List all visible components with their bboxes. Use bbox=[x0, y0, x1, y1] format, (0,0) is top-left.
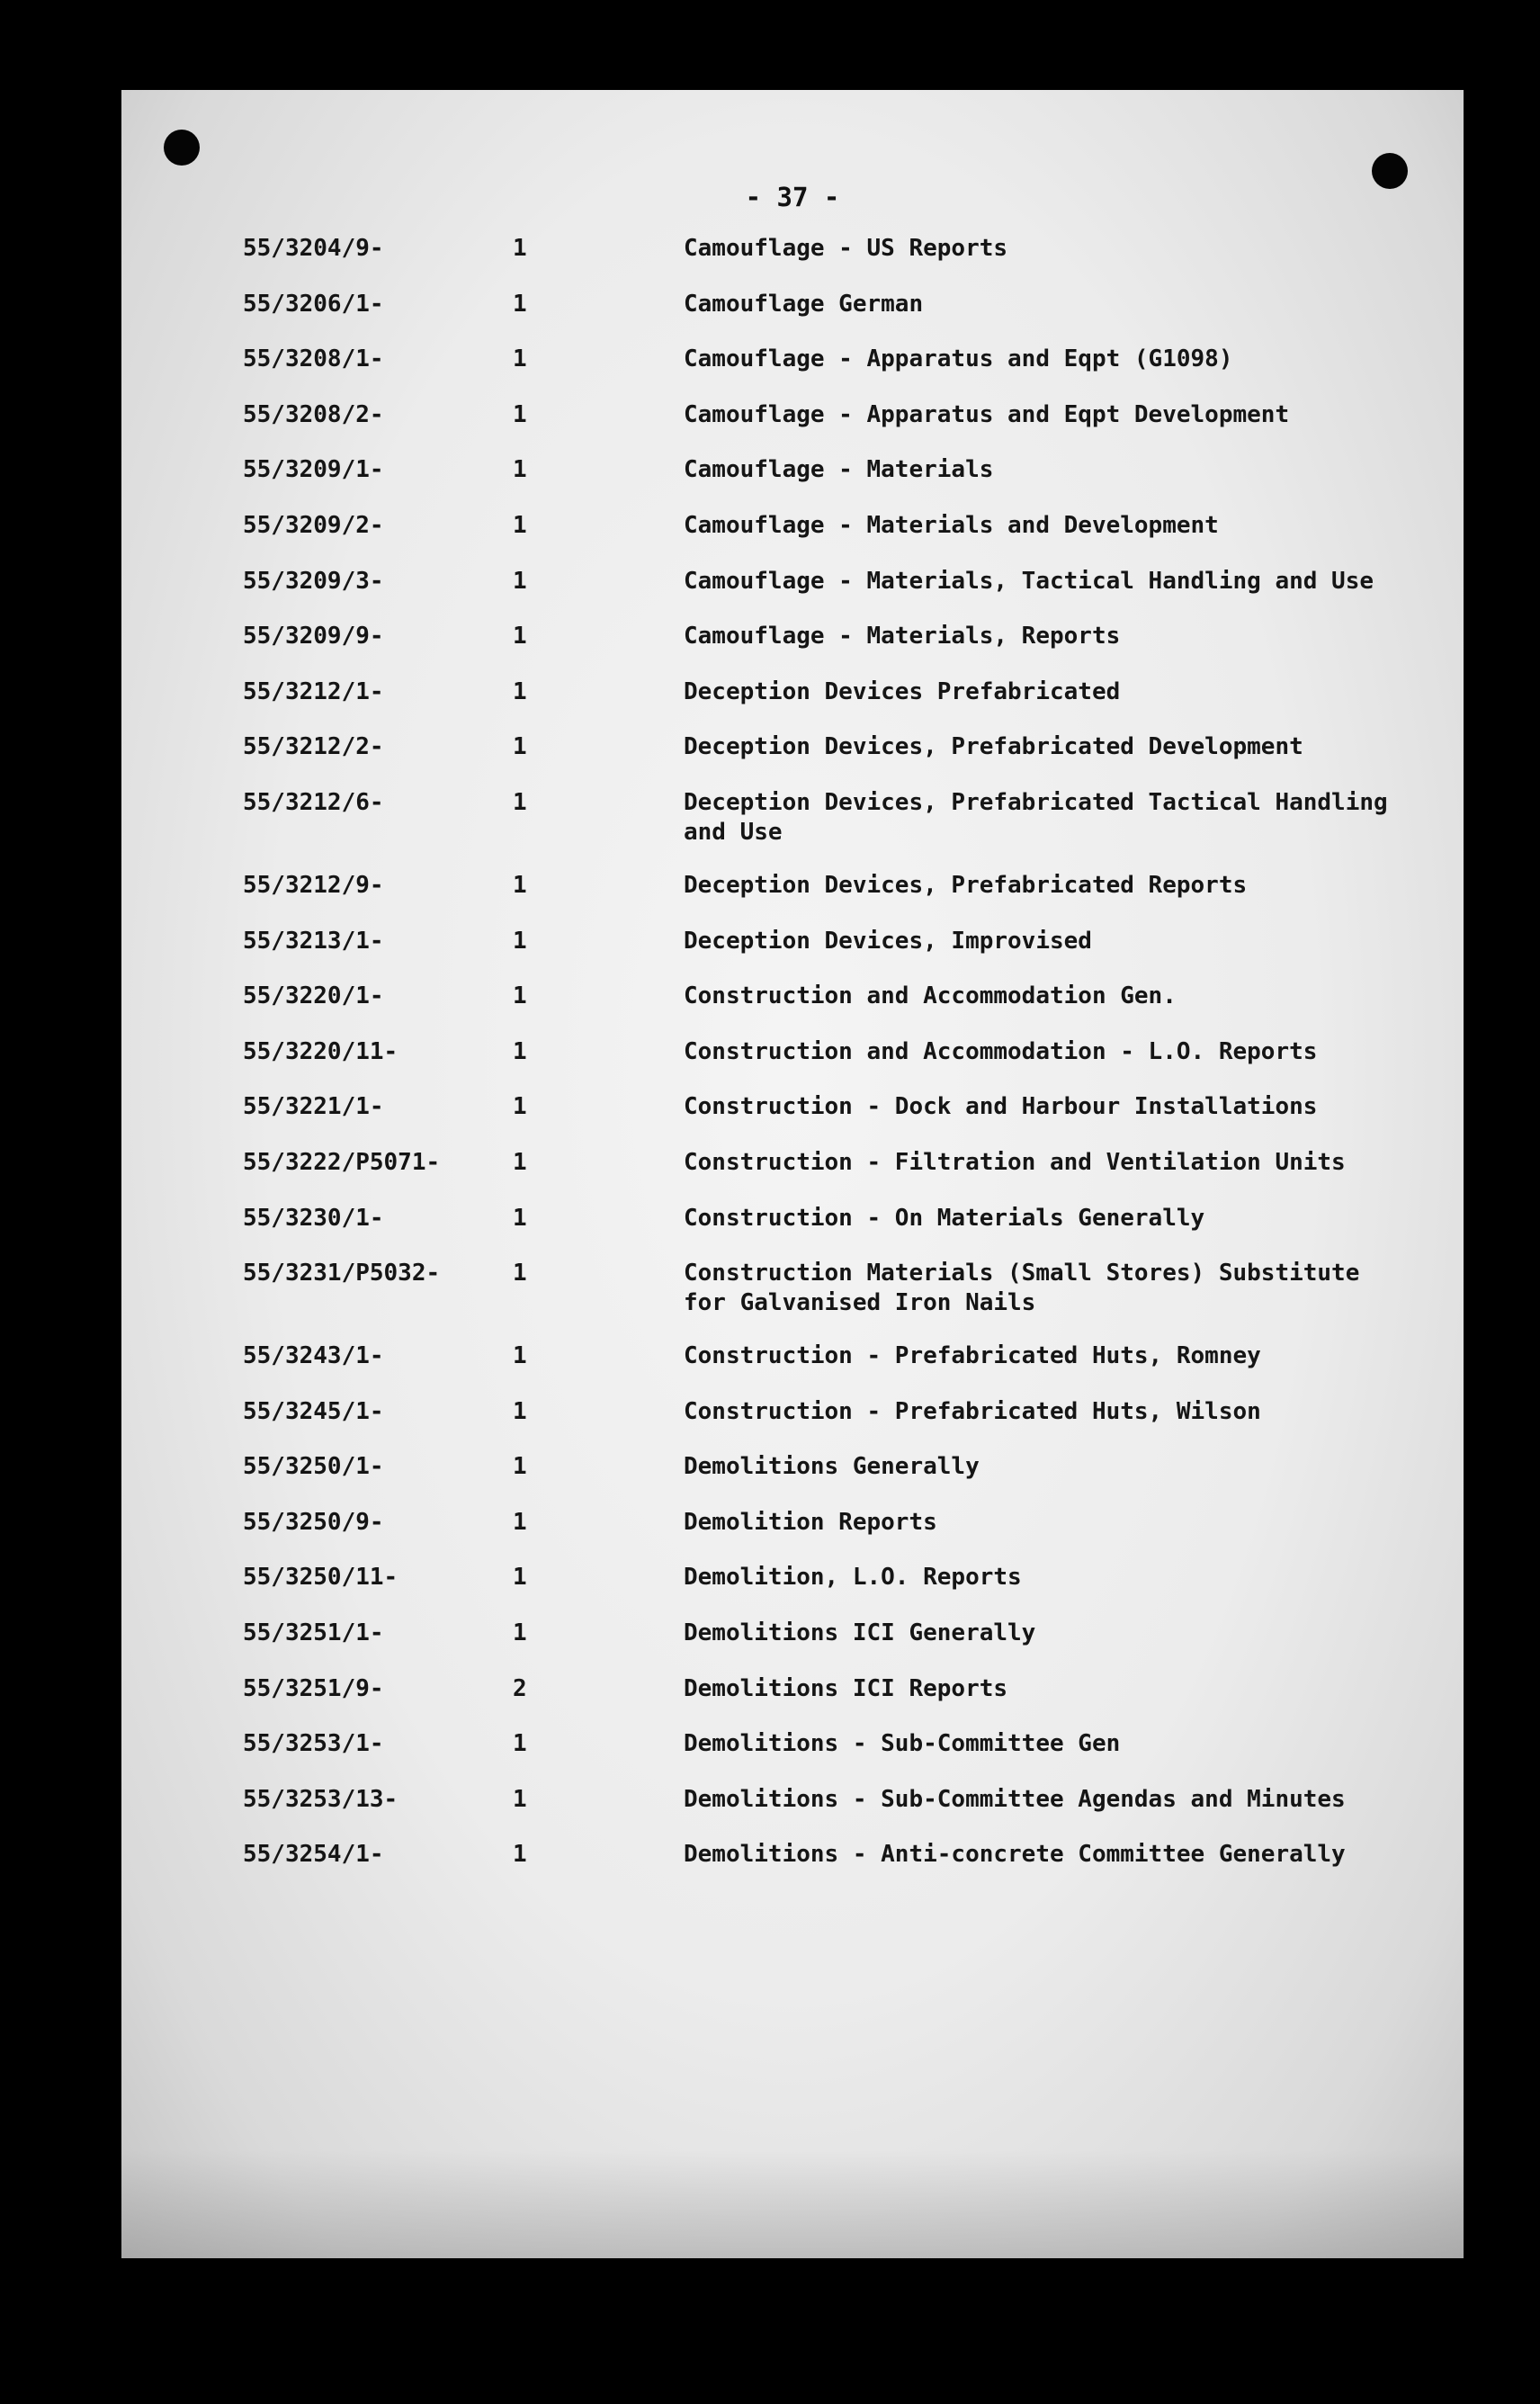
quantity: 2 bbox=[513, 1674, 527, 1702]
list-item bbox=[121, 400, 1464, 456]
quantity: 1 bbox=[513, 290, 527, 318]
list-item bbox=[121, 1840, 1464, 1896]
quantity: 1 bbox=[513, 1260, 527, 1287]
file-description: Construction Materials (Small Stores) Substitute for Galvanised Iron Nails bbox=[684, 1260, 1360, 1317]
file-reference: 55/3251/1- bbox=[243, 1619, 384, 1647]
list-item bbox=[121, 1092, 1464, 1148]
list-item bbox=[121, 927, 1464, 982]
file-reference: 55/3245/1- bbox=[243, 1397, 384, 1425]
file-reference: 55/3250/9- bbox=[243, 1508, 384, 1536]
quantity: 1 bbox=[513, 400, 527, 428]
file-description: Deception Devices, Improvised bbox=[684, 927, 1092, 955]
quantity: 1 bbox=[513, 567, 527, 595]
list-item bbox=[121, 1148, 1464, 1204]
list-item bbox=[121, 1729, 1464, 1785]
file-description: Camouflage - Materials and Development bbox=[684, 511, 1219, 539]
file-description: Deception Devices Prefabricated bbox=[684, 677, 1121, 705]
list-item bbox=[121, 511, 1464, 567]
quantity: 1 bbox=[513, 1564, 527, 1592]
file-description: Camouflage - Materials, Reports bbox=[684, 623, 1121, 650]
file-description: Camouflage - Materials, Tactical Handling and Use bbox=[684, 567, 1374, 595]
file-description: Construction and Accommodation Gen. bbox=[684, 982, 1177, 1010]
list-item bbox=[121, 982, 1464, 1037]
quantity: 1 bbox=[513, 511, 527, 539]
quantity: 1 bbox=[513, 1508, 527, 1536]
list-item bbox=[121, 290, 1464, 345]
list-item bbox=[121, 1619, 1464, 1674]
quantity: 1 bbox=[513, 345, 527, 373]
file-reference: 55/3230/1- bbox=[243, 1204, 384, 1232]
file-reference: 55/3204/9- bbox=[243, 235, 384, 262]
quantity: 1 bbox=[513, 623, 527, 650]
file-reference: 55/3231/P5032- bbox=[243, 1260, 441, 1287]
file-description: Demolitions ICI Generally bbox=[684, 1619, 1036, 1647]
file-description: Camouflage German bbox=[684, 290, 924, 318]
file-description: Construction and Accommodation - L.O. Reports bbox=[684, 1037, 1318, 1065]
file-description: Demolitions - Sub-Committee Gen bbox=[684, 1730, 1121, 1758]
list-item bbox=[121, 788, 1464, 871]
file-description: Demolitions - Sub-Committee Agendas and Minutes bbox=[684, 1785, 1346, 1813]
file-description: Deception Devices, Prefabricated Tactical Handling and Use bbox=[684, 788, 1388, 846]
file-reference: 55/3220/1- bbox=[243, 982, 384, 1010]
file-description: Demolitions Generally bbox=[684, 1453, 980, 1481]
file-reference: 55/3250/11- bbox=[243, 1564, 398, 1592]
file-reference: 55/3251/9- bbox=[243, 1674, 384, 1702]
file-reference: 55/3209/9- bbox=[243, 623, 384, 650]
quantity: 1 bbox=[513, 456, 527, 484]
quantity: 1 bbox=[513, 1730, 527, 1758]
quantity: 1 bbox=[513, 982, 527, 1010]
list-item bbox=[121, 345, 1464, 400]
list-item bbox=[121, 1204, 1464, 1260]
file-description: Construction - Prefabricated Huts, Romney bbox=[684, 1342, 1261, 1370]
file-description: Demolition, L.O. Reports bbox=[684, 1564, 1022, 1592]
file-reference: 55/3209/2- bbox=[243, 511, 384, 539]
quantity: 1 bbox=[513, 1148, 527, 1176]
file-reference: 55/3208/2- bbox=[243, 400, 384, 428]
quantity: 1 bbox=[513, 235, 527, 262]
file-reference: 55/3212/1- bbox=[243, 677, 384, 705]
file-reference: 55/3221/1- bbox=[243, 1093, 384, 1121]
file-reference: 55/3253/1- bbox=[243, 1730, 384, 1758]
file-reference: 55/3209/3- bbox=[243, 567, 384, 595]
quantity: 1 bbox=[513, 733, 527, 761]
quantity: 1 bbox=[513, 1204, 527, 1232]
list-item bbox=[121, 677, 1464, 733]
file-reference: 55/3212/6- bbox=[243, 788, 384, 816]
file-description: Demolition Reports bbox=[684, 1508, 937, 1536]
file-reference: 55/3220/11- bbox=[243, 1037, 398, 1065]
file-reference: 55/3206/1- bbox=[243, 290, 384, 318]
list-item bbox=[121, 732, 1464, 788]
file-reference: 55/3213/1- bbox=[243, 927, 384, 955]
quantity: 1 bbox=[513, 1785, 527, 1813]
file-reference: 55/3212/2- bbox=[243, 733, 384, 761]
list-item bbox=[121, 567, 1464, 623]
quantity: 1 bbox=[513, 1093, 527, 1121]
document-page bbox=[121, 90, 1464, 2258]
file-reference: 55/3212/9- bbox=[243, 871, 384, 899]
list-item bbox=[121, 1259, 1464, 1341]
quantity: 1 bbox=[513, 871, 527, 899]
file-description: Construction - Prefabricated Huts, Wilson bbox=[684, 1397, 1261, 1425]
quantity: 1 bbox=[513, 1619, 527, 1647]
file-description: Construction - Dock and Harbour Installations bbox=[684, 1093, 1318, 1121]
file-description: Camouflage - Apparatus and Eqpt Development bbox=[684, 400, 1290, 428]
list-item bbox=[121, 1508, 1464, 1564]
file-description: Construction - On Materials Generally bbox=[684, 1204, 1205, 1232]
quantity: 1 bbox=[513, 1841, 527, 1869]
file-reference: 55/3208/1- bbox=[243, 345, 384, 373]
file-reference: 55/3253/13- bbox=[243, 1785, 398, 1813]
page-number: - 37 - bbox=[745, 182, 840, 212]
list-item bbox=[121, 1452, 1464, 1508]
file-reference: 55/3209/1- bbox=[243, 456, 384, 484]
quantity: 1 bbox=[513, 927, 527, 955]
entry-list bbox=[121, 234, 1464, 1896]
list-item bbox=[121, 1397, 1464, 1453]
quantity: 1 bbox=[513, 788, 527, 816]
file-description: Construction - Filtration and Ventilation Units bbox=[684, 1148, 1346, 1176]
file-reference: 55/3254/1- bbox=[243, 1841, 384, 1869]
punch-hole-left bbox=[164, 130, 200, 166]
file-description: Camouflage - Apparatus and Eqpt (G1098) bbox=[684, 345, 1233, 373]
file-description: Camouflage - Materials bbox=[684, 456, 994, 484]
list-item bbox=[121, 1341, 1464, 1397]
file-description: Deception Devices, Prefabricated Development bbox=[684, 733, 1303, 761]
quantity: 1 bbox=[513, 1342, 527, 1370]
file-reference: 55/3243/1- bbox=[243, 1342, 384, 1370]
file-description: Camouflage - US Reports bbox=[684, 235, 1008, 262]
list-item bbox=[121, 1563, 1464, 1619]
list-item bbox=[121, 622, 1464, 677]
file-description: Demolitions ICI Reports bbox=[684, 1674, 1008, 1702]
list-item bbox=[121, 234, 1464, 290]
list-item bbox=[121, 871, 1464, 927]
file-reference: 55/3250/1- bbox=[243, 1453, 384, 1481]
file-description: Deception Devices, Prefabricated Reports bbox=[684, 871, 1248, 899]
list-item bbox=[121, 1785, 1464, 1841]
list-item bbox=[121, 455, 1464, 511]
quantity: 1 bbox=[513, 1397, 527, 1425]
list-item bbox=[121, 1037, 1464, 1093]
quantity: 1 bbox=[513, 677, 527, 705]
file-reference: 55/3222/P5071- bbox=[243, 1148, 441, 1176]
quantity: 1 bbox=[513, 1453, 527, 1481]
file-description: Demolitions - Anti-concrete Committee Generally bbox=[684, 1841, 1346, 1869]
list-item bbox=[121, 1674, 1464, 1730]
quantity: 1 bbox=[513, 1037, 527, 1065]
